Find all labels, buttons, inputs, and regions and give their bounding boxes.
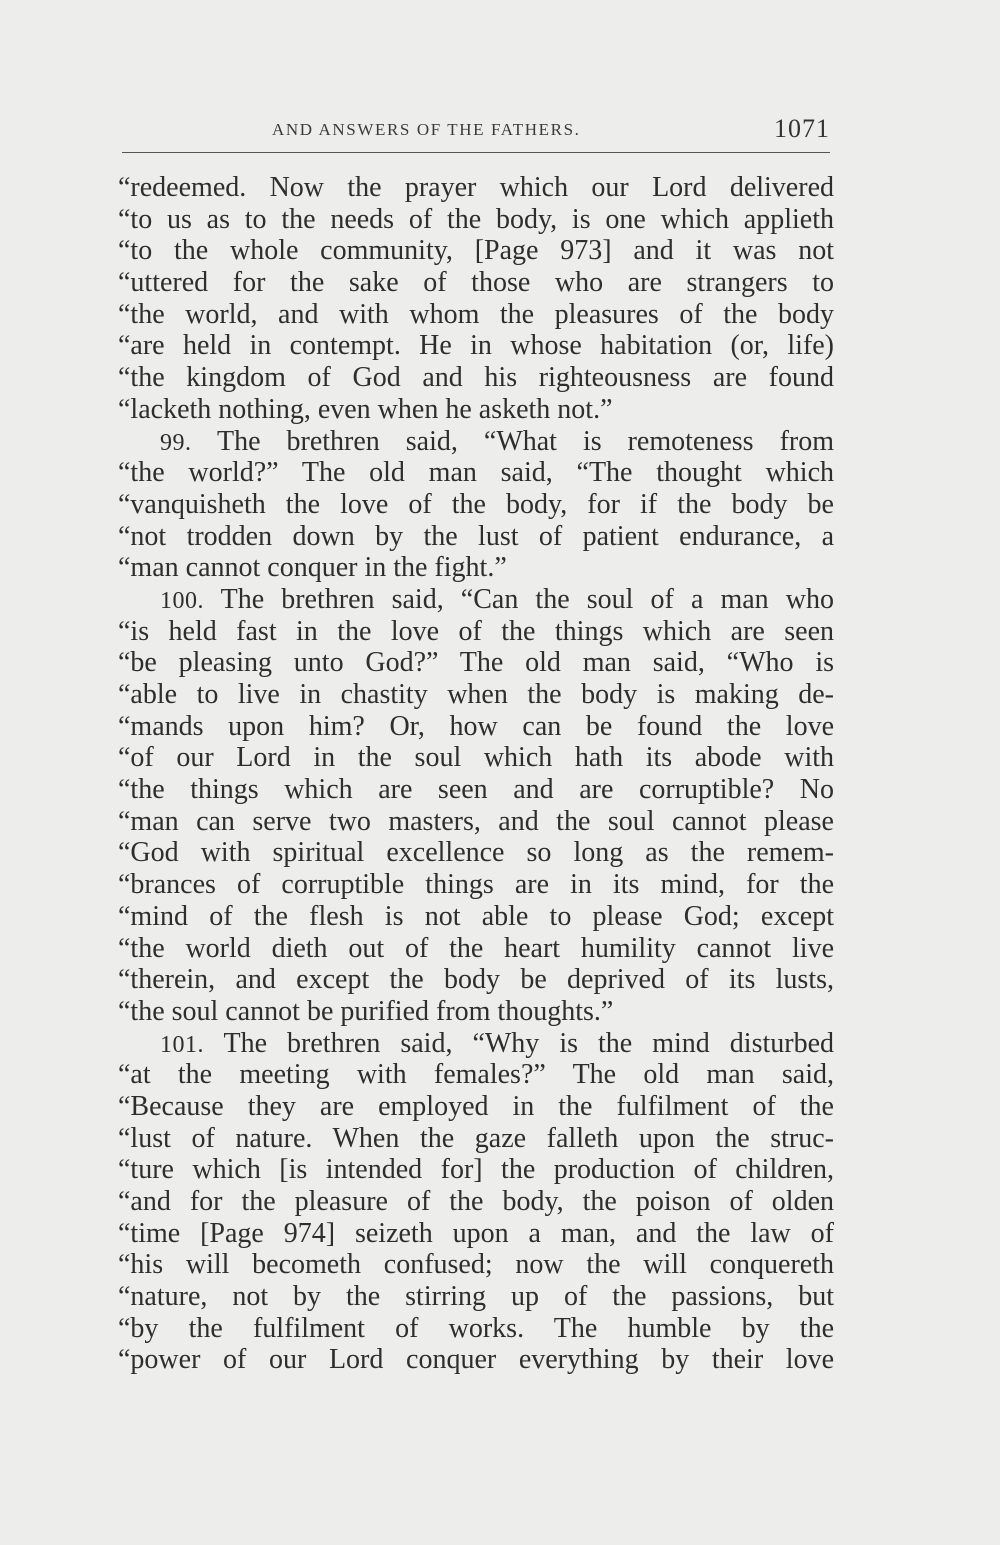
running-head-title: AND ANSWERS OF THE FATHERS. [272,120,581,139]
text-line: “vanquisheth the love of the body, for if the body be [118,488,834,520]
text-line: “ture which [is intended for] the production of children, [118,1154,834,1186]
paragraph-99 [118,426,834,584]
paragraph-number: 100. [160,587,204,614]
text-line: “to us as to the needs of the body, is one which applieth [118,203,834,235]
text-line: “uttered for the sake of those who are strangers to [118,267,834,299]
text-line: “brances of corruptible things are in its mind, for the [118,869,834,901]
text-line-content: The brethren said, “Can the soul of a man who [204,583,834,615]
text-line: “therein, and except the body be deprived of its lusts, [118,964,834,996]
text-line: “time [Page 974] seizeth upon a man, and the law of [118,1217,834,1249]
text-line: “the kingdom of God and his righteousness are found [118,362,834,394]
header-rule [122,152,830,153]
text-line: “able to live in chastity when the body is making de- [118,679,834,710]
text-line: “of our Lord in the soul which hath its abode with [118,742,834,774]
text-line: “by the fulfilment of works. The humble by the [118,1312,834,1344]
page-number: 1071 [774,114,830,143]
text-line: “lacketh nothing, even when he asketh not.” [118,393,613,425]
text-line-content: The brethren said, “Why is the mind disturbed [204,1027,834,1059]
text-line-first [118,426,834,458]
paragraph-101 [118,1028,834,1377]
text-line: “Because they are employed in the fulfilment of the [118,1090,834,1122]
text-line: “the world dieth out of the heart humility cannot live [118,932,834,964]
text-line-first [118,584,834,616]
text-line-content: The brethren said, “What is remoteness from [191,425,834,457]
paragraph-100 [118,584,834,1028]
text-line: “power of our Lord conquer everything by their love [118,1344,834,1376]
text-line: “not trodden down by the lust of patient endurance, a [118,520,834,552]
text-line: “is held fast in the love of the things which are seen [118,615,834,647]
text-line: “and for the pleasure of the body, the poison of olden [118,1186,834,1217]
text-line: “mands upon him? Or, how can be found the love [118,710,834,742]
paragraph-number: 101. [160,1031,204,1058]
text-line: “the soul cannot be purified from thoughts.” [118,995,614,1027]
paragraph-continuation [118,172,834,426]
text-line: “at the meeting with females?” The old man said, [118,1059,834,1091]
paragraph-number: 99. [160,429,192,456]
text-line: “God with spiritual excellence so long as the remem- [118,837,834,869]
text-line: “his will becometh confused; now the will conquereth [118,1249,834,1281]
text-line: “man cannot conquer in the fight.” [118,552,507,584]
text-line: “the things which are seen and are corruptible? No [118,774,834,806]
text-line: “are held in contempt. He in whose habitation (or, life) [118,330,834,362]
text-line: “the world, and with whom the pleasures of the body [118,298,834,330]
text-line: “man can serve two masters, and the soul cannot please [118,805,834,837]
running-head [122,114,830,148]
text-line: “lust of nature. When the gaze falleth upon the struc- [118,1122,834,1154]
text-line: “be pleasing unto God?” The old man said, “Who is [118,647,834,679]
text-line: “nature, not by the stirring up of the passions, but [118,1281,834,1313]
text-line: “the world?” The old man said, “The thought which [118,457,834,489]
text-line: “mind of the flesh is not able to please God; except [118,900,834,932]
body-text [118,172,834,1376]
text-line: “redeemed. Now the prayer which our Lord delivered [118,172,834,203]
text-line-first [118,1028,834,1060]
text-line: “to the whole community, [Page 973] and it was not [118,235,834,267]
